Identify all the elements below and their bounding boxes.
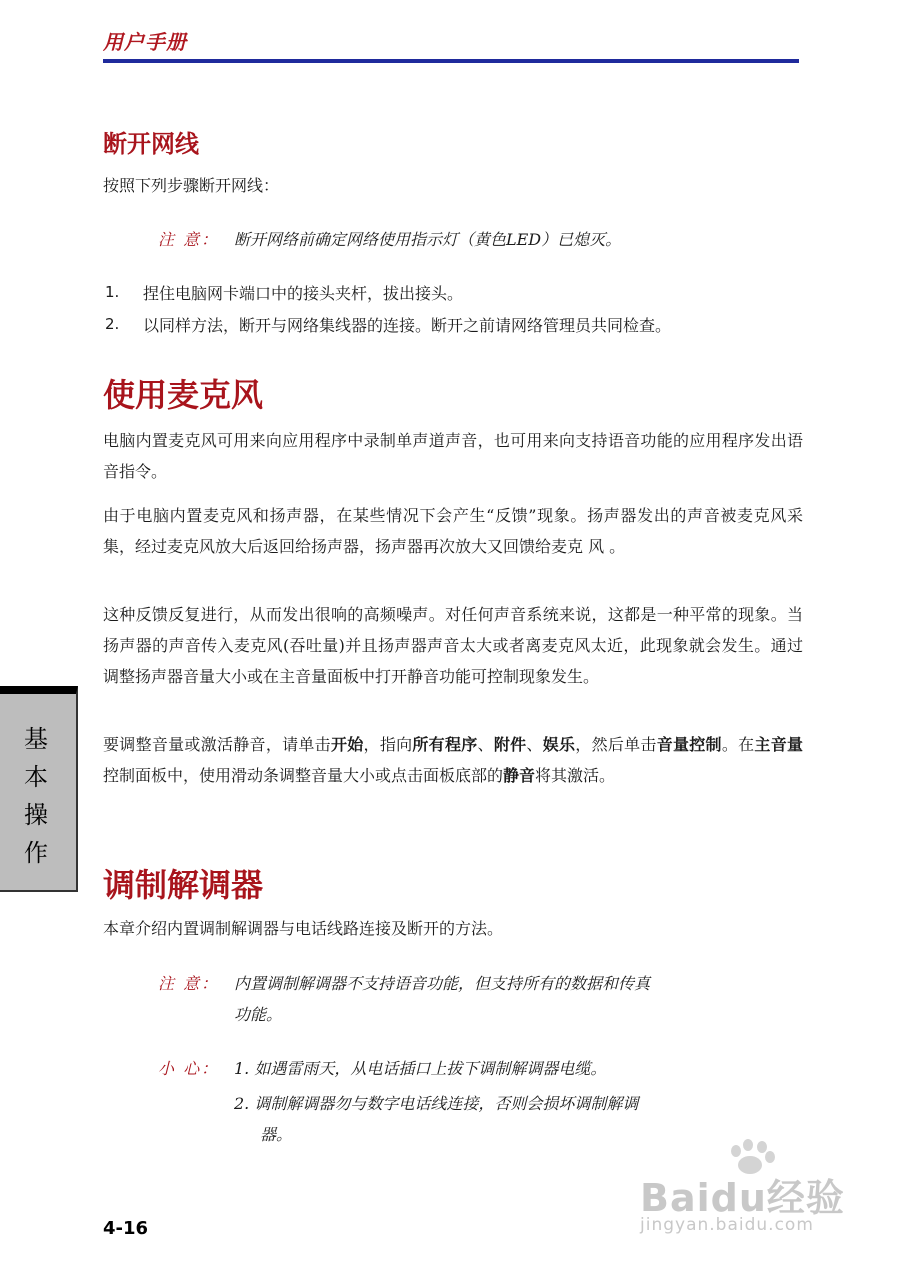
ui-term-volume-control: 音量控制 <box>656 735 722 754</box>
step-number: 2. <box>105 315 120 333</box>
chapter-side-tab <box>0 686 78 892</box>
section-heading-disconnect-cable: 断开网线 <box>103 130 199 158</box>
baidu-watermark <box>640 1145 870 1245</box>
caution-item-2: 2. 调制解调器勿与数字电话线连接，否则会损坏调制解调 <box>234 1094 639 1113</box>
side-tab-char: 作 <box>24 839 48 867</box>
ui-term-all-programs: 所有程序 <box>412 735 478 754</box>
step-text: 以同样方法，断开与网络集线器的连接。断开之前请网络管理员共同检查。 <box>143 316 672 335</box>
caution-item-2-continued: 器。 <box>260 1125 293 1144</box>
microphone-paragraph-2: 由于电脑内置麦克风和扬声器，在某些情况下会产生“反馈”现象。扬声器发出的声音被麦克风采集，经过麦克风放大后返回给扬声器，扬声器再次放大又回馈给麦克 风 。 <box>103 506 803 556</box>
step-text: 捏住电脑网卡端口中的接头夹杆，拔出接头。 <box>143 284 464 303</box>
text-run: ，然后单击 <box>575 735 657 754</box>
text-run: 要调整音量或激活静音，请单击 <box>103 735 331 754</box>
ui-term-entertainment: 娱乐 <box>542 735 576 754</box>
page-number: 4-16 <box>103 1218 149 1239</box>
microphone-paragraph-1: 电脑内置麦克风可用来向应用程序中录制单声道声音，也可用来向支持语音功能的应用程序发出语音指令。 <box>103 431 803 481</box>
text-run: 将其激活。 <box>535 766 616 785</box>
ui-term-mute: 静音 <box>503 766 536 785</box>
modem-intro: 本章介绍内置调制解调器与电话线路连接及断开的方法。 <box>103 919 504 938</box>
section-heading-microphone: 使用麦克风 <box>103 376 264 414</box>
note-text-line-1: 内置调制解调器不支持语音功能，但支持所有的数据和传真 <box>234 974 651 993</box>
side-tab-char: 操 <box>24 801 48 829</box>
section-heading-modem: 调制解调器 <box>103 866 264 904</box>
running-header-title: 用户手册 <box>103 30 187 54</box>
watermark-url: jingyan.baidu.com <box>640 1215 814 1235</box>
side-tab-char: 基 <box>24 725 48 753</box>
header-rule <box>103 59 799 63</box>
text-run: 、 <box>526 735 543 754</box>
text-run: 、 <box>477 735 494 754</box>
step-number: 1. <box>105 283 120 301</box>
caution-label: 小 心： <box>158 1059 220 1078</box>
note-text-line-2: 功能。 <box>234 1005 283 1024</box>
microphone-paragraph-4 <box>103 729 803 791</box>
side-tab-char: 本 <box>24 763 48 791</box>
watermark-logo: Baidu经验 <box>640 1176 845 1220</box>
microphone-paragraph-3: 这种反馈反复进行，从而发出很响的高频噪声。对任何声音系统来说，这都是一种平常的现象。当扬声器的声音传入麦克风(吞吐量)并且扬声器声音太大或者离麦克风太近，此现象就会发生。通过调整扬声器音量大小或在主音量面板中打开静音功能可控制现象发生。 <box>103 605 803 686</box>
note-label: 注 意： <box>158 974 220 993</box>
text-run: ，指向 <box>363 735 413 754</box>
note-label: 注 意： <box>158 230 220 249</box>
modem-note <box>0 968 903 1038</box>
ui-term-master-volume: 主音量 <box>754 735 803 754</box>
ui-term-accessories: 附件 <box>493 735 527 754</box>
caution-item-1: 1. 如遇雷雨天，从电话插口上拔下调制解调器电缆。 <box>234 1059 607 1078</box>
ui-term-start: 开始 <box>330 735 364 754</box>
text-run: 。在 <box>721 735 755 754</box>
text-run: 控制面板中，使用滑动条调整音量大小或点击面板底部的 <box>103 766 504 785</box>
note-text: 断开网络前确定网络使用指示灯（黄色LED）已熄灭。 <box>234 230 622 249</box>
disconnect-intro: 按照下列步骤断开网线： <box>103 176 280 195</box>
